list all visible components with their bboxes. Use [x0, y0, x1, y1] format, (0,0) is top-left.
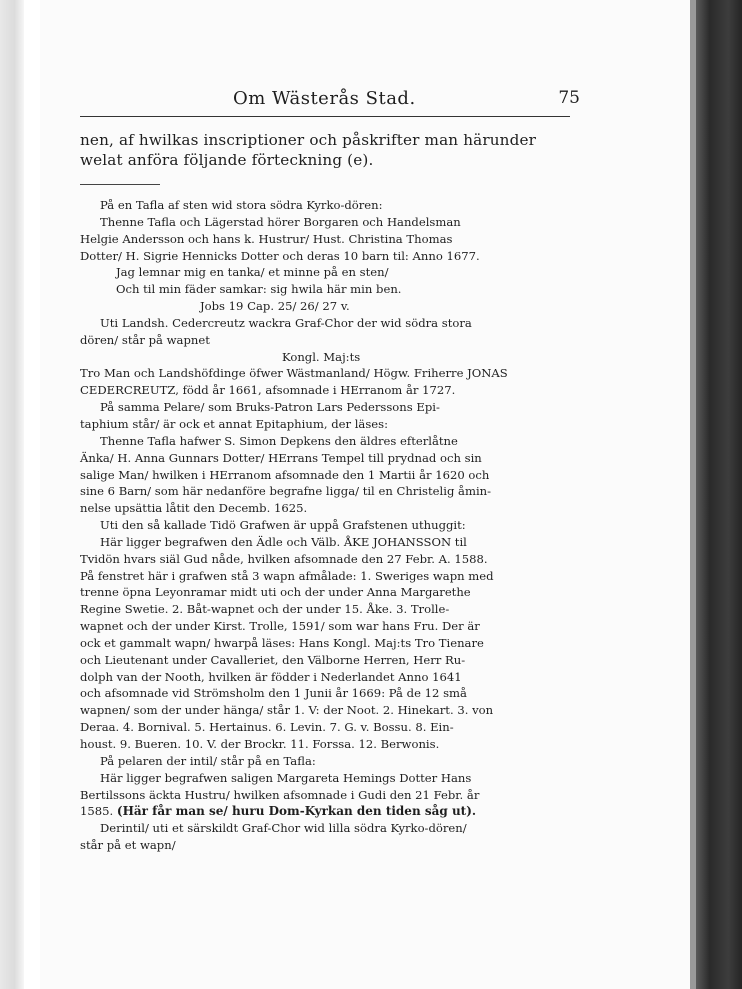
text-line [80, 450, 573, 467]
text-line [80, 500, 573, 517]
text-line-content: och Lieutenant under Cavalleriet, den Välborne Herren, Herr Ru- [80, 652, 466, 667]
scan-edge-right [696, 0, 742, 989]
text-line-content: Änka/ H. Anna Gunnars Dotter/ HErrans Tempel till prydnad och sin [80, 450, 482, 465]
running-title: Om Wästerås Stad. [233, 88, 416, 109]
text-line-content: Uti Landsh. Cedercreutz wackra Graf-Chor der wid södra stora [100, 315, 472, 330]
text-line [80, 315, 573, 332]
text-line [80, 753, 573, 770]
text-line [80, 736, 573, 753]
text-line [80, 399, 573, 416]
text-line-content: Bertilssons äckta Hustru/ hwilken afsomnade i Gudi den 21 Febr. år [80, 787, 480, 802]
text-line [80, 770, 573, 787]
text-line-content: taphium står/ är ock et annat Epitaphium, der läses: [80, 416, 388, 431]
text-line-content: Kongl. Maj:ts [282, 349, 361, 364]
text-line [80, 248, 573, 265]
intro-line: nen, af hwilkas inscriptioner och påskrifter man härunder [80, 131, 537, 149]
text-line [80, 467, 573, 484]
text-line-content: Thenne Tafla och Lägerstad hörer Borgaren och Handelsman [100, 214, 461, 229]
text-line-content: Tvidön hvars siäl Gud nåde, hvilken afsomnade den 27 Febr. A. 1588. [80, 551, 488, 566]
text-line [80, 349, 573, 366]
text-line-content: wapnet och der under Kirst. Trolle, 1591/ som war hans Fru. Der är [80, 619, 480, 634]
main-text [80, 197, 573, 854]
text-line [80, 702, 573, 719]
text-line [80, 652, 573, 669]
text-line-content: Och til min fäder samkar: sig hwila här min ben. [116, 282, 402, 297]
bold-remark: (Här får man se/ huru Dom-Kyrkan den tiden såg ut). [116, 804, 477, 819]
text-line [80, 669, 573, 686]
text-line [80, 433, 573, 450]
text-line [80, 787, 573, 804]
text-line-content: Deraa. 4. Bornival. 5. Hertainus. 6. Levin. 7. G. v. Bossu. 8. Ein- [80, 720, 454, 735]
scan-edge-left [0, 0, 24, 989]
text-line-content: Thenne Tafla hafwer S. Simon Depkens den äldres efterlåtne [100, 433, 458, 448]
text-line [80, 837, 573, 854]
text-line [80, 618, 573, 635]
text-line [80, 197, 573, 214]
text-line-content: sine 6 Barn/ som här nedanföre begrafne ligga/ til en Christelig åmin- [80, 484, 492, 499]
text-line [80, 534, 573, 551]
text-line [80, 685, 573, 702]
text-line [80, 332, 573, 349]
page-number: 75 [558, 88, 580, 108]
text-line-content: Dotter/ H. Sigrie Hennicks Dotter och deras 10 barn til: Anno 1677. [80, 248, 480, 263]
text-line [80, 568, 573, 585]
text-line-content: Jobs 19 Cap. 25/ 26/ 27 v. [200, 299, 350, 314]
text-line-content: wapnen/ som der under hänga/ står 1. V: der Noot. 2. Hinekart. 3. von [80, 703, 494, 718]
text-line [80, 719, 573, 736]
text-line [80, 635, 573, 652]
page-header [80, 88, 580, 114]
text-line-content: 1585. [80, 804, 117, 819]
text-line-content: På fenstret här i grafwen stå 3 wapn afmålade: 1. Sweriges wapn med [80, 568, 494, 583]
text-line-content: På en Tafla af sten wid stora södra Kyrko-dören: [100, 198, 383, 212]
text-line-content: salige Man/ hwilken i HErranom afsomnade den 1 Martii år 1620 och [80, 467, 490, 482]
text-line-content: Uti den så kallade Tidö Grafwen är uppå Grafstenen uthuggit: [100, 518, 466, 533]
text-line-content: Derintil/ uti et särskildt Graf-Chor wid lilla södra Kyrko-dören/ [100, 821, 467, 836]
header-rule [80, 116, 570, 117]
text-line [80, 264, 573, 281]
text-line-content: nelse upsättia låtit den Decemb. 1625. [80, 501, 308, 516]
text-line-content: Helgie Andersson och hans k. Hustrur/ Hust. Christina Thomas [80, 231, 453, 246]
text-line-content: CEDERCREUTZ, född år 1661, afsomnade i HErranom år 1727. [80, 383, 456, 398]
text-line-content: och afsomnade vid Strömsholm den 1 Junii år 1669: På de 12 små [80, 686, 467, 701]
text-line [80, 803, 573, 820]
text-line-content: trenne öpna Leyonramar midt uti och der under Anna Margarethe [80, 585, 471, 600]
text-line [80, 416, 573, 433]
text-line [80, 551, 573, 568]
page-body [80, 130, 573, 854]
text-line [80, 214, 573, 231]
text-line-content: houst. 9. Bueren. 10. V. der Brockr. 11. Forssa. 12. Berwonis. [80, 737, 440, 751]
text-line [80, 231, 573, 248]
text-line [80, 584, 573, 601]
text-line [80, 298, 573, 315]
text-line [80, 281, 573, 298]
text-line-content: ock et gammalt wapn/ hwarpå läses: Hans Kongl. Maj:ts Tro Tienare [80, 635, 484, 650]
text-line-content: På samma Pelare/ som Bruks-Patron Lars Pederssons Epi- [100, 400, 440, 415]
text-line-content: Här ligger begrafwen saligen Margareta Hemings Dotter Hans [100, 770, 472, 785]
text-line-content: dolph van der Nooth, hvilken är födder i Nederlandet Anno 1641 [80, 669, 462, 684]
text-line [80, 382, 573, 399]
text-line [80, 820, 573, 837]
intro-paragraph [80, 130, 573, 170]
intro-line: welat anföra följande förteckning (e). [80, 151, 374, 169]
text-line [80, 601, 573, 618]
text-line-content: Jag lemnar mig en tanka/ et minne på en sten/ [116, 265, 389, 280]
text-line-content: står på et wapn/ [80, 838, 176, 853]
section-rule [80, 184, 160, 185]
text-line-content: dören/ står på wapnet [80, 332, 210, 347]
text-line-content: Tro Man och Landshöfdinge öfwer Wästmanland/ Högw. Friherre JONAS [80, 366, 508, 381]
text-line [80, 483, 573, 500]
text-line-content: Här ligger begrafwen den Ädle och Välb. ÅKE JOHANSSON til [100, 534, 467, 549]
text-line [80, 517, 573, 534]
text-line-content: På pelaren der intil/ står på en Tafla: [100, 753, 316, 768]
text-line [80, 365, 573, 382]
text-line-content: Regine Swetie. 2. Båt-wapnet och der under 15. Åke. 3. Trolle- [80, 602, 450, 617]
